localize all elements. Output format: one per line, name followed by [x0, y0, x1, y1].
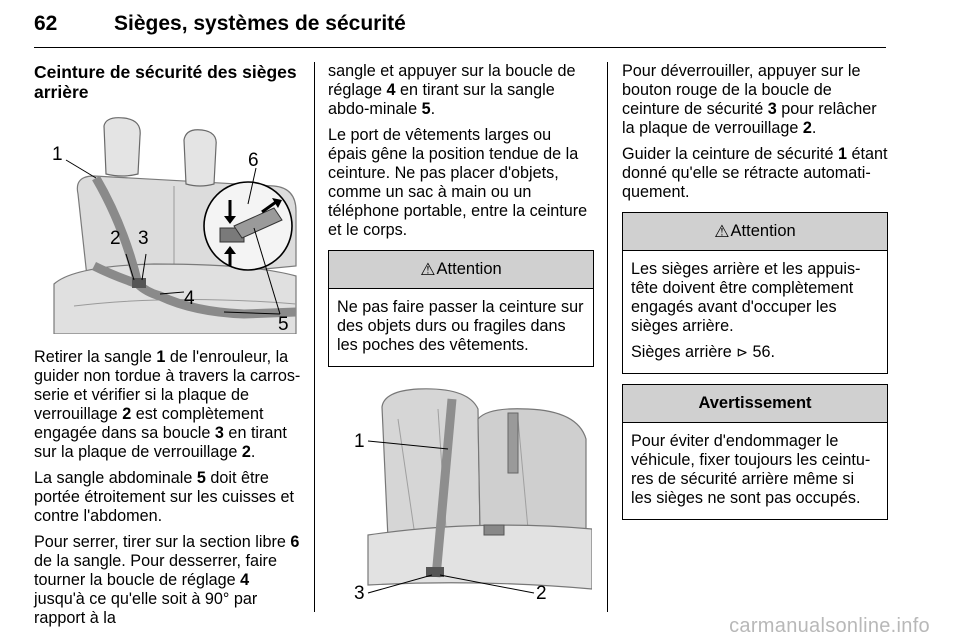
warning-triangle-icon: ⚠ [714, 222, 730, 241]
section-title: Sièges, systèmes de sécurité [114, 12, 406, 35]
callout-label: 4 [184, 288, 195, 309]
cross-reference[interactable]: Sièges arrière ⊳ 56. [631, 343, 776, 361]
paragraph: La sangle abdominale 5 doit être portée étroitement sur les cuisses et contre l'abdomen. [34, 469, 295, 525]
seat-back-shape [382, 389, 480, 539]
paragraph: sangle et appuyer sur la boucle de réglage 4 en tirant sur la sangle abdo-minale 5. [328, 62, 576, 118]
attention-text: Les sièges arrière et les appuis-tête doivent être complètement engagés avant d'occuper les sièges arrière. [631, 260, 861, 335]
attention-box [622, 212, 888, 374]
page-reference-arrow-icon: ⊳ [736, 344, 749, 360]
warning-triangle-icon: ⚠ [420, 260, 436, 279]
seat-cushion-shape [368, 525, 592, 589]
column-divider [607, 62, 608, 612]
column-3 [622, 62, 888, 528]
callout-label: 5 [278, 314, 289, 334]
callout-label: 3 [138, 228, 149, 249]
callout-label: 1 [52, 144, 63, 165]
subsection-heading: Ceinture de sécurité des sièges arrière [34, 62, 297, 102]
warning-text: Pour éviter d'endommager le véhicule, fixer toujours les ceintu-res de sécurité arrière même si les sièges ne sont pas occupés. [631, 432, 871, 507]
rear-seat-belt-illustration-2 [328, 379, 592, 605]
headrest-left-shape [104, 118, 140, 176]
paragraph: Le port de vêtements larges ou épais gêne la position tendue de la ceinture. Ne pas placer d'objets, comme un sac à main ou un téléphone portable, entre la ceinture et le corps. [328, 126, 588, 239]
paragraph: Pour serrer, tirer sur la section libre 6 de la sangle. Pour desserrer, faire tourner la boucle de réglage 4 jusqu'à ce qu'elle soit à 90° par rapport à la [34, 533, 300, 627]
column-1 [34, 62, 304, 635]
paragraph: Pour déverrouiller, appuyer sur le bouton rouge de la boucle de ceinture de sécurité 3 pour relâcher la plaque de verrouillage 2. [622, 62, 877, 137]
warning-box-header: Avertissement [623, 385, 887, 423]
column-2 [328, 62, 594, 605]
attention-box-header: ⚠ Attention [623, 213, 887, 251]
paragraph: Guider la ceinture de sécurité 1 étant donné qu'elle se rétracte automati-quement. [622, 145, 888, 201]
watermark: carmanualsonline.info [729, 615, 930, 637]
rear-seatbelt-illustration [34, 116, 298, 334]
callout-label: 1 [354, 431, 365, 452]
paragraph: Retirer la sangle 1 de l'enrouleur, la guider non tordue à travers la carros-serie et vérifier si la plaque de verrouillage 2 est complètement engagée dans sa boucle 3 en tirant sur la plaque de verrouillage 2. [34, 348, 301, 461]
callout-label: 6 [248, 150, 259, 171]
attention-text: Ne pas faire passer la ceinture sur des objets durs ou fragiles dans les poches des vêtements. [337, 298, 584, 354]
callout-label: 3 [354, 583, 365, 604]
callout-label: 2 [536, 583, 547, 604]
attention-box [328, 250, 594, 367]
page-number: 62 [34, 12, 58, 35]
column-divider [314, 62, 315, 612]
warning-box [622, 384, 888, 520]
attention-box-header: ⚠ Attention [329, 251, 593, 289]
callout-label: 2 [110, 228, 121, 249]
page-header [34, 4, 886, 48]
headrest-right-shape [184, 130, 216, 186]
